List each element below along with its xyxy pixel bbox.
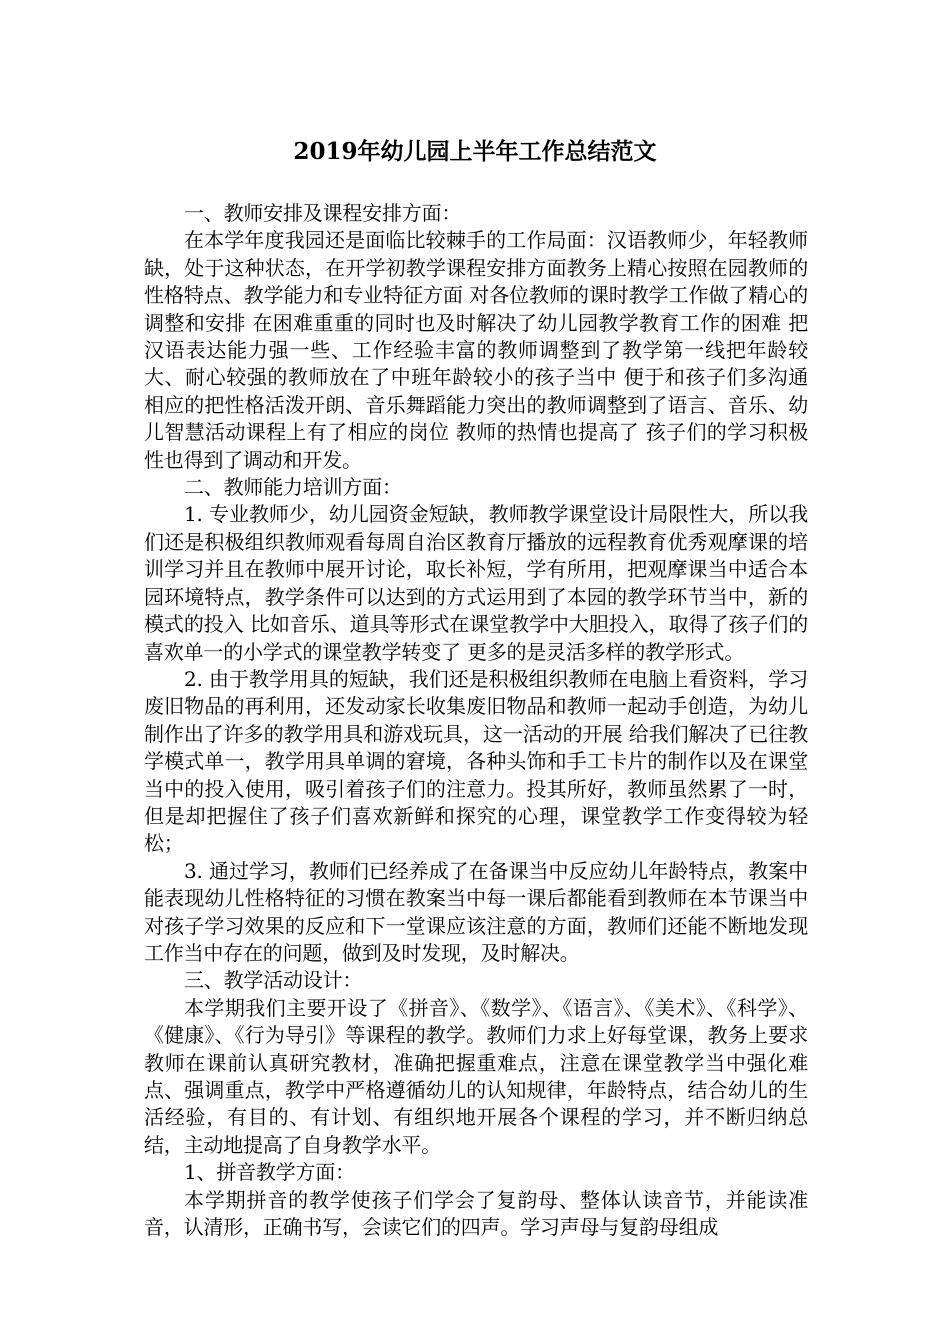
body-paragraph: 本学期拼音的教学使孩子们学会了复韵母、整体认读音节，并能读准音，认清形，正确书写，会读它们的四声。学习声母与复韵母组成 bbox=[144, 1187, 808, 1240]
body-paragraph: 本学期我们主要开设了《拼音》、《数学》、《语言》、《美术》、《科学》、《健康》、《行为导引》等课程的教学。教师们力求上好每堂课，教务上要求教师在课前认真研究教材，准确把握重难点，注意在课堂教学当中强化难点、强调重点，教学中严格遵循幼儿的认知规律，年龄特点，结合幼儿的生活经验，有目的、有计划、有组织地开展各个课程的学习，并不断归纳总结，主动地提高了自身教学水平。 bbox=[144, 995, 808, 1157]
section-heading-teacher-arrangement: 一、教师安排及课程安排方面： bbox=[184, 201, 462, 225]
body-paragraph: 2. 由于教学用具的短缺，我们还是积极组织教师在电脑上看资料，学习废旧物品的再利用，还发动家长收集废旧物品和教师一起动手创造，为幼儿制作出了许多的教学用具和游戏玩具，这一活动的开展 给我们解决了已往教学模式单一，教学用具单调的窘境，各种头饰和手工卡片的制作以及在课堂当中的投入使用，吸引着孩子们的注意力。投其所好，教师虽然累了一时，但是却把握住了孩子们喜欢新鲜和探究的心理，课堂教学工作变得较为轻松； bbox=[144, 666, 808, 856]
document-title: 2019年幼儿园上半年工作总结范文 bbox=[293, 138, 657, 165]
body-paragraph: 1. 专业教师少，幼儿园资金短缺，教师教学课堂设计局限性大，所以我们还是积极组织教师观看每周自治区教育厅播放的远程教育优秀观摩课的培训学习并且在教师中展开讨论，取长补短，学有所用，把观摩课当中适合本园环境特点，教学条件可以达到的方式运用到了本园的教学环节当中，新的模式的投入 比如音乐、道具等形式在课堂教学中大胆投入，取得了孩子们的喜欢单一的小学式的课堂教学转变了 更多的是灵活多样的教学形式。 bbox=[144, 502, 808, 664]
section-heading-teacher-training: 二、教师能力培训方面： bbox=[184, 475, 402, 500]
section-heading-activity-design: 三、教学活动设计： bbox=[184, 968, 363, 993]
document-body bbox=[144, 200, 808, 1241]
body-paragraph: 在本学年度我园还是面临比较棘手的工作局面：汉语教师少，年轻教师缺，处于这种状态，在开学初教学课程安排方面教务上精心按照在园教师的性格特点、教学能力和专业特征方面 对各位教师的课时教学工作做了精心的调整和安排 在困难重重的同时也及时解决了幼儿园教学教育工作的困难 把汉语表达能力强一些、工作经验丰富的教师调整到了教学第一线把年龄较大、耐心较强的教师放在了中班年龄较小的孩子当中 便于和孩子们多沟通 相应的把性格活泼开朗、音乐舞蹈能力突出的教师调整到了语言、音乐、幼儿智慧活动课程上有了相应的岗位 教师的热情也提高了 孩子们的学习积极性也得到了调动和开发。 bbox=[144, 228, 808, 472]
body-paragraph: 3. 通过学习，教师们已经养成了在备课当中反应幼儿年龄特点，教案中能表现幼儿性格特征的习惯在教案当中每一课后都能看到教师在本节课当中对孩子学习效果的反应和下一堂课应该注意的方面，教师们还能不断地发现工作当中存在的问题，做到及时发现，及时解决。 bbox=[144, 858, 808, 965]
subsection-heading-pinyin: 1、拼音教学方面： bbox=[184, 1160, 355, 1185]
